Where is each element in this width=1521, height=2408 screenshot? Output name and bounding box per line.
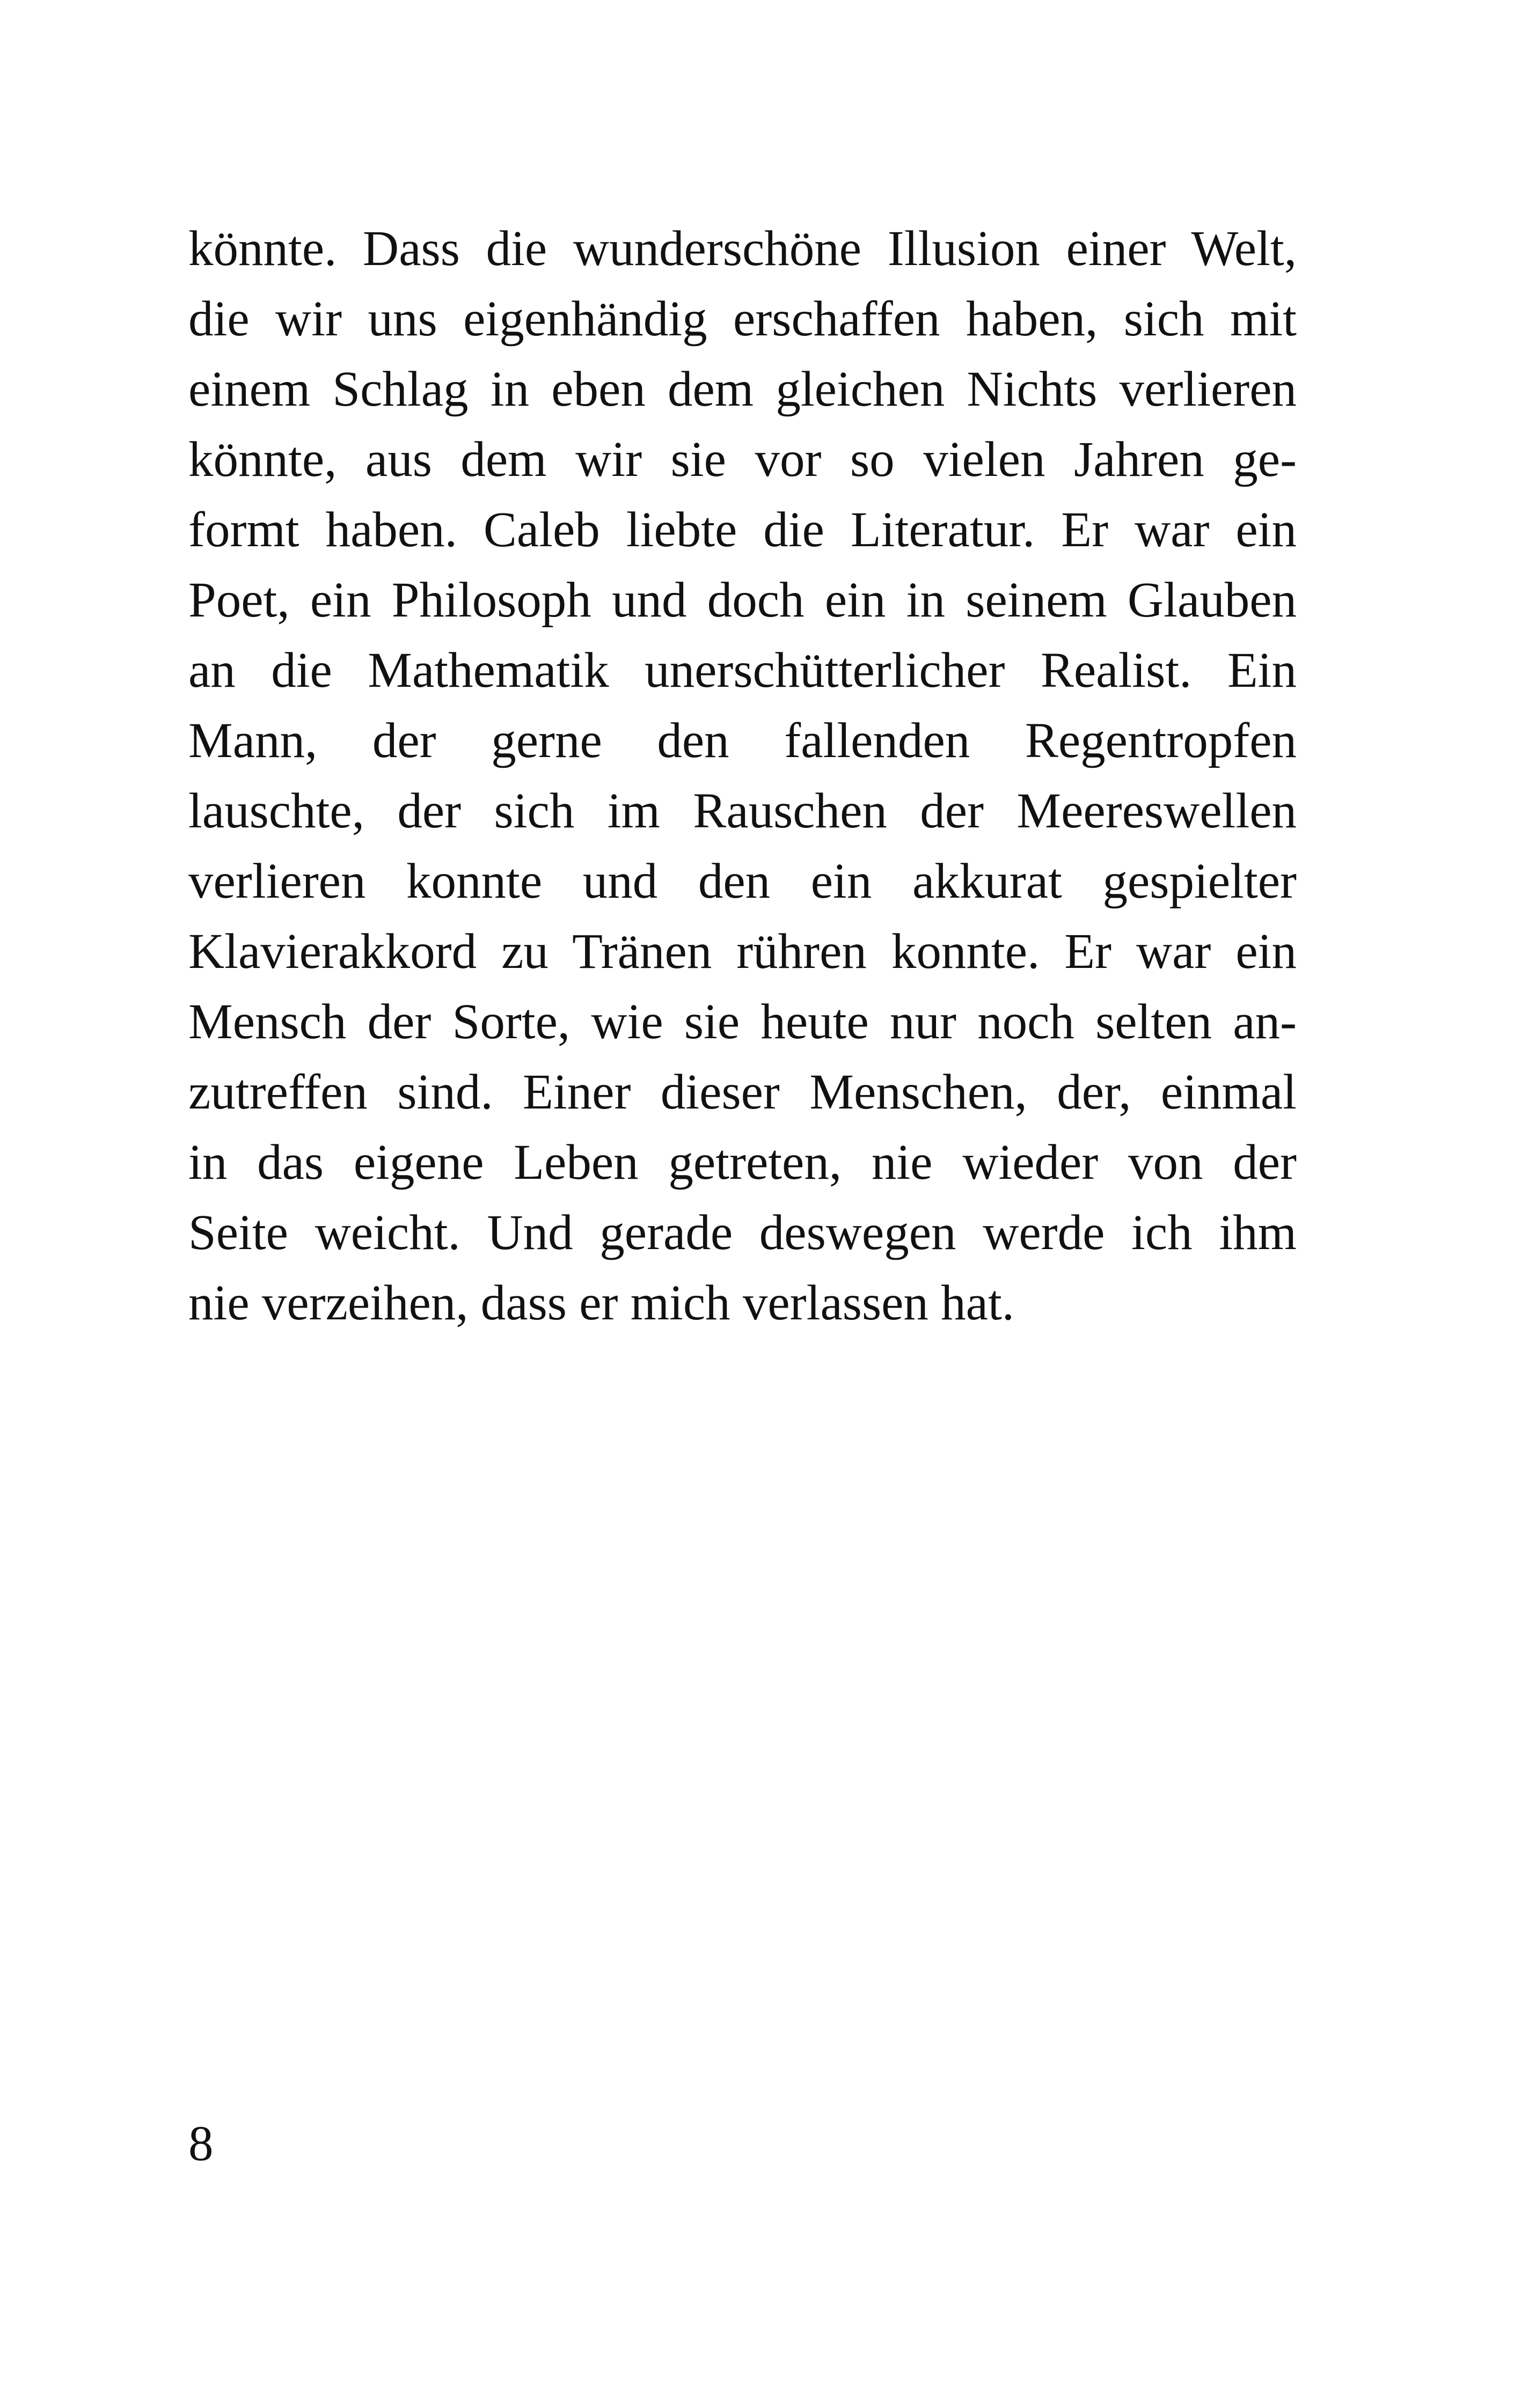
text-line: könnte, aus dem wir sie vor so vielen Jahren ge-: [188, 432, 1297, 487]
text-line: formt haben. Caleb liebte die Literatur. Er war ein: [188, 502, 1297, 557]
text-line: an die Mathematik unerschütterlicher Realist. Ein: [188, 643, 1297, 698]
text-line: könnte. Dass die wunderschöne Illusion einer Welt,: [188, 221, 1297, 276]
text-line: nie verzeihen, dass er mich verlassen hat.: [188, 1275, 1015, 1331]
page-number: 8: [188, 2116, 214, 2171]
text-line: Mann, der gerne den fallenden Regentropfen: [188, 713, 1297, 768]
text-line: Seite weicht. Und gerade deswegen werde ich ihm: [188, 1205, 1297, 1260]
body-text: [188, 214, 1297, 1338]
text-line: einem Schlag in eben dem gleichen Nichts verlieren: [188, 362, 1297, 417]
text-line: Klavierakkord zu Tränen rühren konnte. Er war ein: [188, 924, 1297, 979]
text-line: Mensch der Sorte, wie sie heute nur noch selten an-: [188, 994, 1297, 1049]
text-line: lauschte, der sich im Rauschen der Meereswellen: [188, 783, 1297, 839]
text-line: zutreffen sind. Einer dieser Menschen, der, einmal: [188, 1064, 1297, 1120]
text-line: in das eigene Leben getreten, nie wieder von der: [188, 1135, 1297, 1190]
text-line: die wir uns eigenhändig erschaffen haben, sich mit: [188, 291, 1297, 347]
text-line: verlieren konnte und den ein akkurat gespielter: [188, 854, 1297, 909]
text-line: Poet, ein Philosoph und doch ein in seinem Glauben: [188, 572, 1297, 628]
